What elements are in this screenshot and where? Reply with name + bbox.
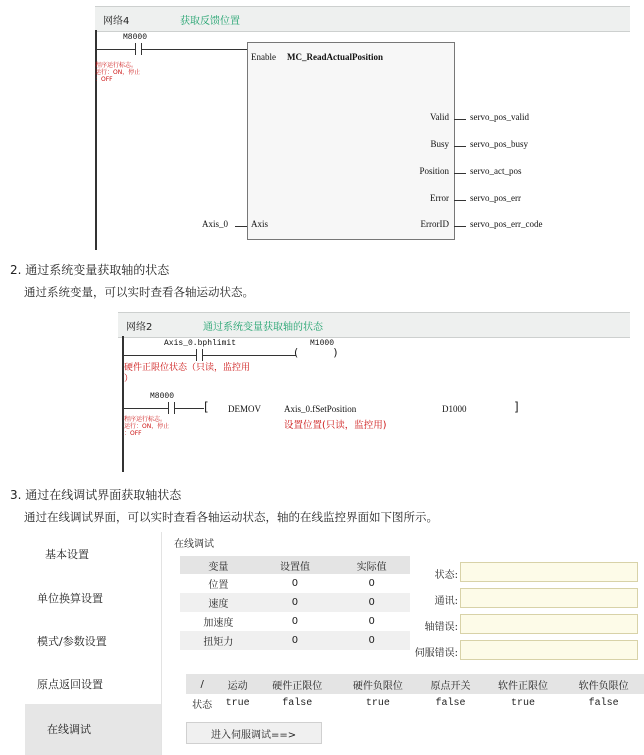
panel-title: 在线调试 <box>174 539 214 550</box>
status-label: 状态: <box>434 570 458 581</box>
sidebar-item-online-active[interactable] <box>25 704 161 755</box>
section-2-paragraph: 通过系统变量，可以实时查看各轴运动状态。 <box>24 285 254 299</box>
contact-symbol[interactable] <box>135 43 136 55</box>
contact-2-comment: 程序运行标志。 运行：ON，停止 ：OFF <box>124 416 170 437</box>
contact-label: M8000 <box>123 33 148 42</box>
output-var[interactable]: servo_act_pos <box>470 166 522 176</box>
instruction[interactable]: DEMOV <box>228 404 261 414</box>
sidebar-item-homing[interactable]: 原点返回设置 <box>37 678 103 691</box>
header-var: 变量 <box>208 561 229 573</box>
network-title: 网络4 <box>103 16 130 27</box>
contact-1-symbol[interactable] <box>196 349 197 361</box>
variable-table: 变量 设置值 实际值 位置 0 0 速度 0 0 加速度 0 0 扭矩力 0 0 <box>180 556 410 650</box>
contact-2-label: M8000 <box>150 392 175 401</box>
sidebar-item-unit[interactable]: 单位换算设置 <box>37 592 103 605</box>
network-header <box>95 6 630 32</box>
output-pin: ErrorID <box>420 219 449 229</box>
status-field[interactable] <box>460 562 638 582</box>
network-header <box>118 312 630 338</box>
table-cell[interactable]: 0 <box>291 578 299 589</box>
output-var[interactable]: servo_pos_err <box>470 193 521 203</box>
table-cell[interactable]: 0 <box>291 635 299 646</box>
header-actual: 实际值 <box>356 561 387 573</box>
contact-1-comment: 硬件正限位状态（只读，监控用 ） <box>124 363 251 384</box>
axis-error-field[interactable] <box>460 614 638 634</box>
enable-pin: Enable <box>251 52 276 62</box>
output-pin: Error <box>430 193 449 203</box>
coil-label: M1000 <box>310 339 335 348</box>
coil-symbol[interactable]: ( ) <box>294 346 338 359</box>
network-title: 网络2 <box>126 322 153 333</box>
contact-1-label: Axis_0.bphlimit <box>164 339 237 348</box>
online-panel <box>170 532 644 755</box>
output-var[interactable]: servo_pos_busy <box>470 139 528 149</box>
servo-debug-button[interactable]: 进入伺服调试==> <box>186 722 322 744</box>
header-set: 设置值 <box>279 561 310 573</box>
ladder-network-2: 网络2 通过系统变量获取轴的状态 Axis_0.bphlimit M1000 ( ) 硬件正限位状态（只读，监控用 ） M8000 程序运行标志。 运行：ON，停止 ：OFF [ DEMOV Axis_0.fSetPosition 设置位置(只读，监控用) D1000 ] <box>118 312 630 472</box>
table-cell[interactable]: 0 <box>291 597 299 608</box>
input-var: Axis_0 <box>202 219 229 229</box>
section-3-paragraph: 通过在线调试界面，可以实时查看各轴运动状态，轴的在线监控界面如下图所示。 <box>24 510 438 524</box>
output-pin: Valid <box>430 112 449 122</box>
operand-1-comment: 设置位置(只读，监控用) <box>284 420 387 431</box>
input-pin: Axis <box>251 219 269 229</box>
operand-2[interactable]: D1000 <box>442 404 467 414</box>
servo-error-field[interactable] <box>460 640 638 660</box>
comm-field[interactable] <box>460 588 638 608</box>
network-comment: 通过系统变量获取轴的状态 <box>203 322 323 333</box>
sidebar-item-basic[interactable]: 基本设置 <box>45 548 89 561</box>
contact-2-symbol[interactable] <box>168 402 169 414</box>
table-cell[interactable]: 0 <box>291 616 299 627</box>
state-table: / 运动 硬件正限位 硬件负限位 原点开关 软件正限位 软件负限位 状态 true false true false true false <box>186 674 644 712</box>
comm-label: 通讯: <box>434 596 458 607</box>
ladder-network-4 <box>95 0 630 250</box>
output-pin: Busy <box>430 139 449 149</box>
sidebar-item-mode[interactable]: 模式/参数设置 <box>37 635 107 648</box>
output-pin: Position <box>419 166 449 176</box>
servo-error-label: 伺服错误: <box>414 648 458 659</box>
function-block[interactable] <box>247 42 455 240</box>
sidebar-item-online: 在线调试 <box>47 723 91 736</box>
operand-1[interactable]: Axis_0.fSetPosition <box>284 404 357 414</box>
contact-comment: 程序运行标志。 运行：ON，停止 ：OFF <box>95 62 141 83</box>
section-2-heading: 2. 通过系统变量获取轴的状态 <box>10 263 170 277</box>
section-3-heading: 3. 通过在线调试界面获取轴状态 <box>10 488 182 502</box>
output-var[interactable]: servo_pos_err_code <box>470 219 543 229</box>
power-rail <box>122 336 124 472</box>
sidebar <box>25 532 162 755</box>
axis-error-label: 轴错误: <box>424 622 458 633</box>
output-var[interactable]: servo_pos_valid <box>470 112 529 122</box>
block-name: MC_ReadActualPosition <box>287 52 383 62</box>
network-comment: 获取反馈位置 <box>180 16 240 27</box>
